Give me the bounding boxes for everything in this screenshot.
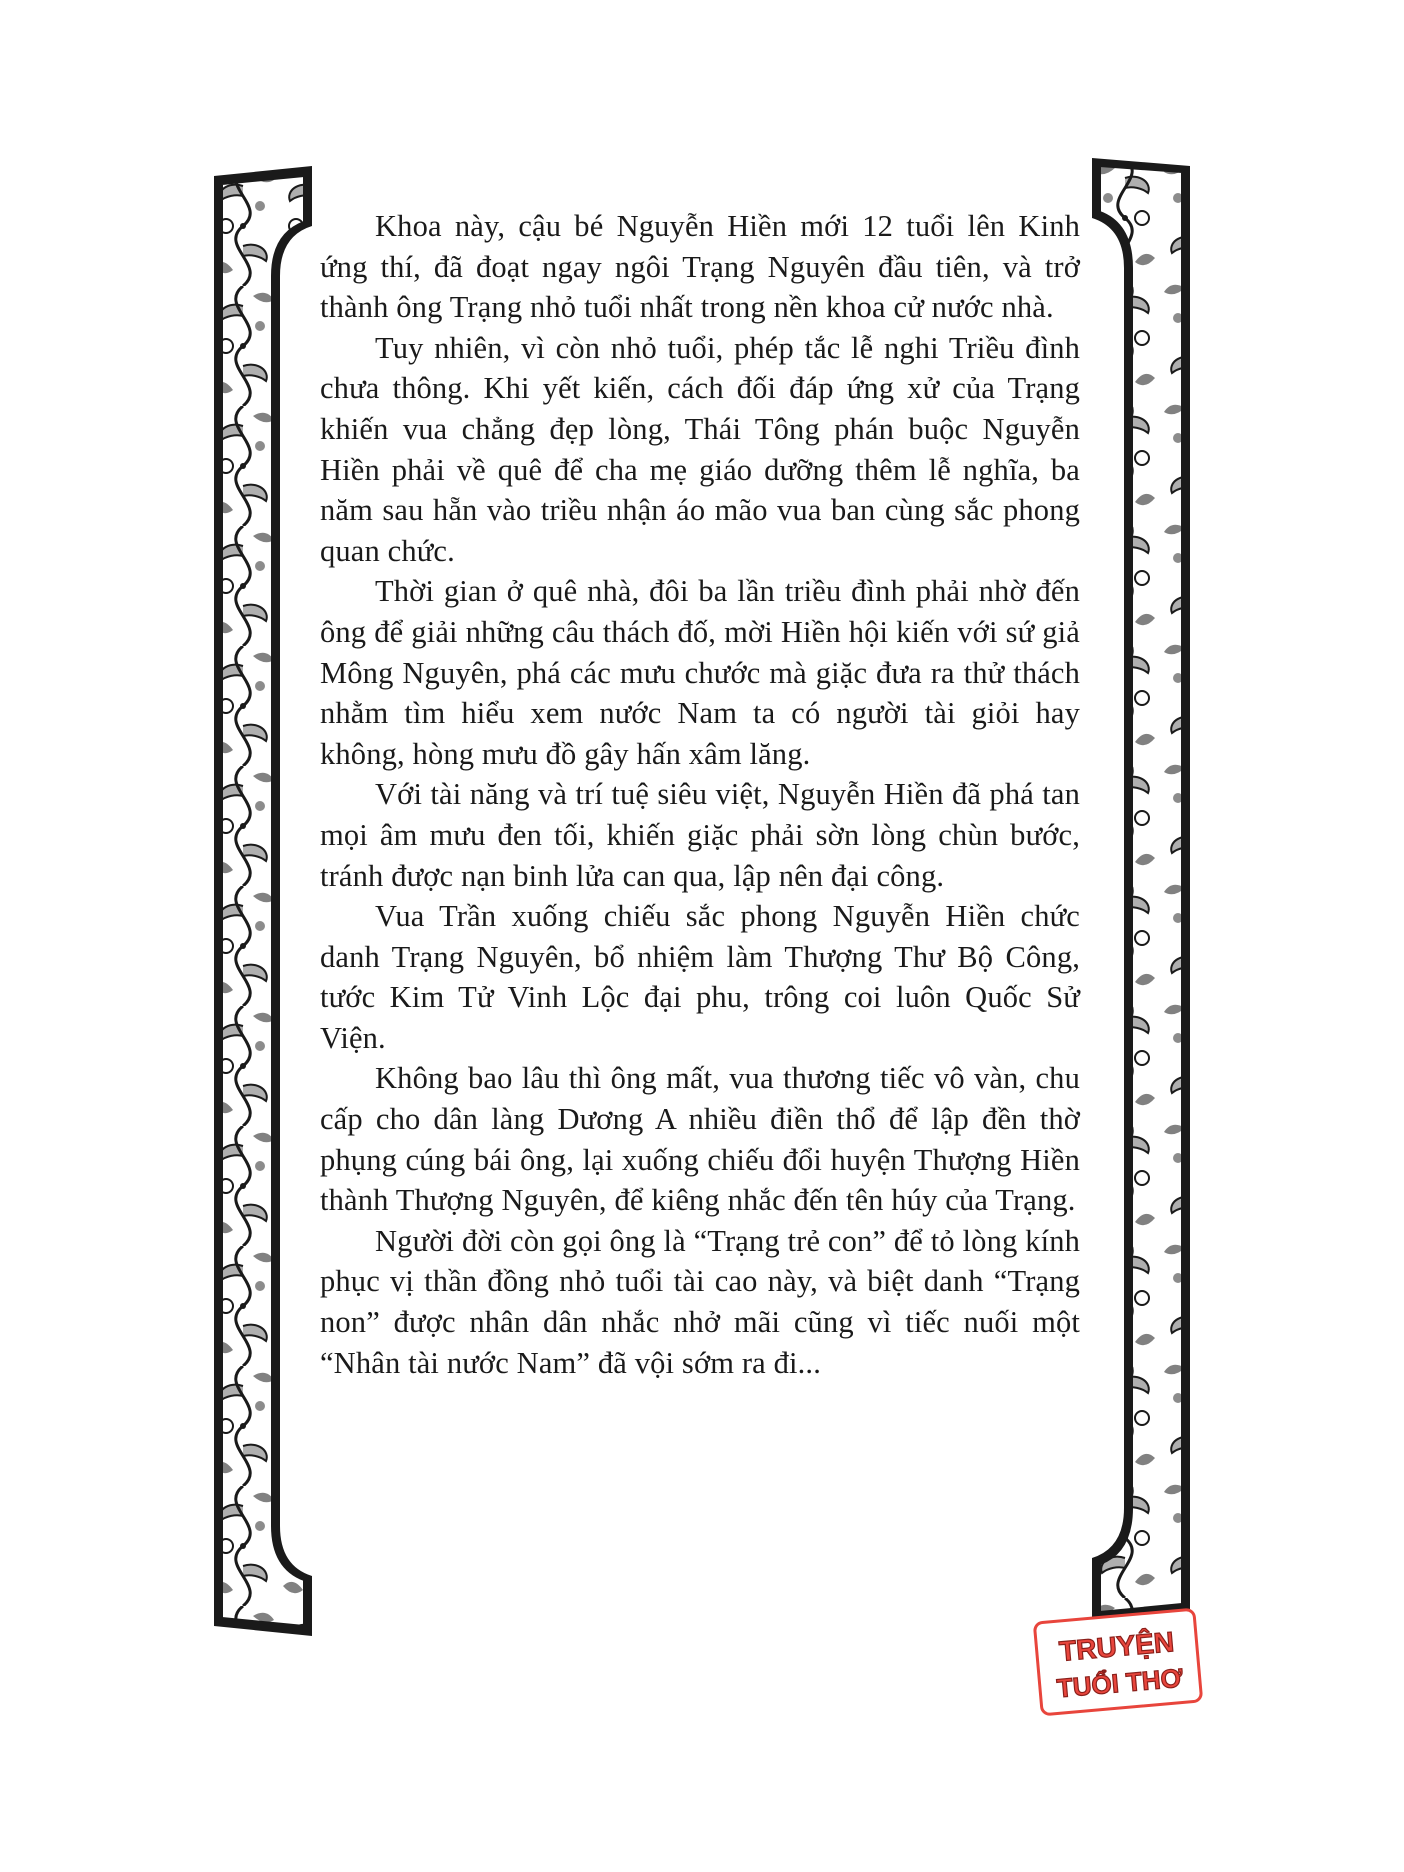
paragraph: Vua Trần xuống chiếu sắc phong Nguyễn Hiền chức danh Trạng Nguyên, bổ nhiệm làm Thượng Thư Bộ Công, tước Kim Tử Vinh Lộc đại phu, trông coi luôn Quốc Sử Viện. bbox=[320, 899, 1080, 1055]
paragraph: Không bao lâu thì ông mất, vua thương tiếc vô vàn, chu cấp cho dân làng Dương A nhiều điền thổ để lập đền thờ phụng cúng bái ông, lại xuống chiếu đổi huyện Thượng Hiền thành Thượng Nguyên, để kiêng nhắc đến tên húy của Trạng. bbox=[320, 1061, 1080, 1218]
stamp-line-2: TUỔI THƠ bbox=[1055, 1662, 1184, 1704]
paragraph: Khoa này, cậu bé Nguyễn Hiền mới 12 tuổi lên Kinh ứng thí, đã đoạt ngay ngôi Trạng Nguyên đầu tiên, và trở thành ông Trạng nhỏ tuổi nhất trong nền khoa cử nước nhà. bbox=[320, 209, 1080, 325]
paragraph: Với tài năng và trí tuệ siêu việt, Nguyễn Hiền đã phá tan mọi âm mưu đen tối, khiến giặc phải sờn lòng chùn bước, tránh được nạn binh lửa can qua, lập nên đại công. bbox=[320, 777, 1080, 893]
right-floral-pattern bbox=[1090, 158, 1196, 1620]
stamp-line-1: TRUYỆN bbox=[1057, 1626, 1176, 1668]
left-floral-pattern bbox=[208, 166, 318, 1636]
paragraph: Người đời còn gọi ông là “Trạng trẻ con” để tỏ lòng kính phục vị thần đồng nhỏ tuổi tài cao này, và biệt danh “Trạng non” được nhân dân nhắc nhở mãi cũng vì tiếc nuối một “Nhân tài nước Nam” đã vội sớm ra đi... bbox=[320, 1223, 1080, 1380]
paragraph: Thời gian ở quê nhà, đôi ba lần triều đình phải nhờ đến ông để giải những câu thách đố, mời Hiền hội kiến với sứ giả Mông Nguyên, phá các mưu chước mà giặc đưa ra thử thách nhằm tìm hiểu xem nước Nam ta có người tài giỏi hay không, hòng mưu đồ gây hấn xâm lăng. bbox=[320, 574, 1080, 771]
truyen-tuoi-tho-watermark-logo bbox=[1032, 1606, 1204, 1718]
right-ornamental-border bbox=[1090, 158, 1196, 1620]
left-ornamental-border bbox=[208, 166, 318, 1636]
paragraph: Tuy nhiên, vì còn nhỏ tuổi, phép tắc lễ nghi Triều đình chưa thông. Khi yết kiến, cách đối đáp ứng xử của Trạng khiến vua chẳng đẹp lòng, Thái Tông phán buộc Nguyễn Hiền phải về quê để cha mẹ giáo dưỡng thêm lễ nghĩa, ba năm sau hẵn vào triều nhận áo mão vua ban cùng sắc phong quan chức. bbox=[320, 330, 1080, 568]
watermark-stamp bbox=[1032, 1606, 1204, 1718]
story-text bbox=[320, 206, 1080, 1383]
